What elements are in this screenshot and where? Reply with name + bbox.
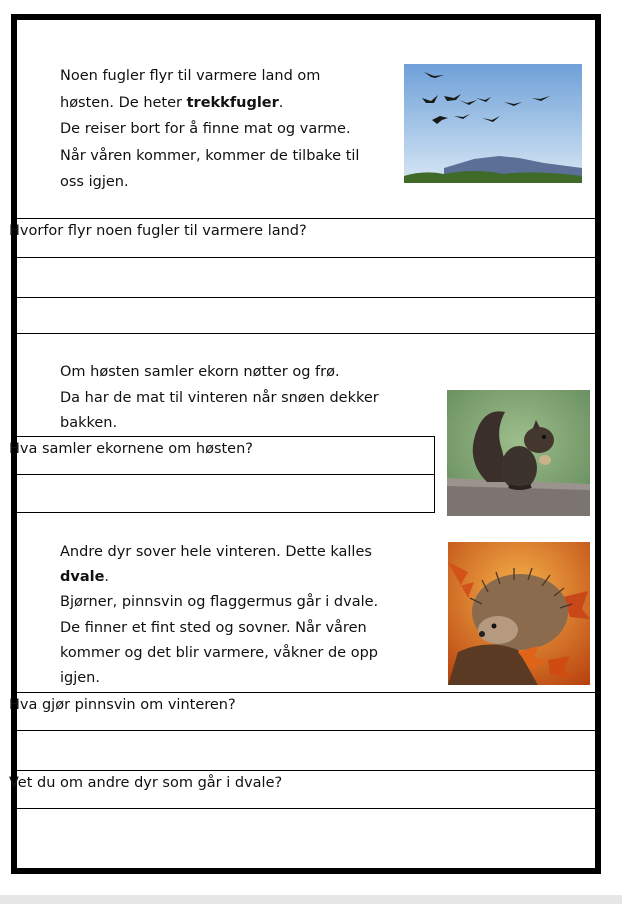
text-line: De finner et fint sted og sovner. Når våren (60, 619, 367, 636)
text-line: høsten. De heter trekkfugler. (60, 94, 284, 111)
term-trekkfugler: trekkfugler (186, 94, 279, 111)
section-birds-text (60, 63, 359, 196)
answer-line[interactable] (11, 808, 601, 809)
text-line: Om høsten samler ekorn nøtter og frø. (60, 364, 340, 380)
rule (11, 770, 601, 771)
answer-line[interactable] (11, 474, 435, 475)
section-hibernation-text (60, 540, 378, 691)
answer-line[interactable] (11, 297, 601, 298)
answer-line[interactable] (11, 257, 601, 258)
question-hedgehog: Hva gjør pinnsvin om vinteren? (9, 697, 236, 713)
box-border (434, 436, 435, 513)
question-squirrel: Hva samler ekornene om høsten? (9, 441, 253, 457)
rule (11, 333, 601, 334)
rule (11, 218, 601, 219)
text-line: De reiser bort for å finne mat og varme. (60, 121, 351, 137)
text-line: Noen fugler flyr til varmere land om (60, 68, 321, 84)
page-bottom-gap (0, 895, 622, 904)
section-squirrel-text (60, 360, 379, 437)
text-line: oss igjen. (60, 174, 129, 190)
squirrel-photo (447, 390, 590, 516)
term-dvale: dvale (60, 569, 105, 586)
rule (11, 692, 601, 693)
flying-geese-photo (404, 64, 582, 183)
rule (11, 436, 435, 437)
rule (11, 512, 435, 513)
text-line: igjen. (60, 670, 100, 687)
text-line: Bjørner, pinnsvin og flaggermus går i dvale. (60, 594, 379, 611)
answer-line[interactable] (11, 730, 601, 731)
text-line: dvale. (60, 569, 110, 586)
text-line: kommer og det blir varmere, våkner de opp (60, 644, 378, 661)
hedgehog-autumn-photo (448, 542, 590, 685)
text-line: Da har de mat til vinteren når snøen dekker (60, 389, 379, 406)
text-line: Andre dyr sover hele vinteren. Dette kalles (60, 544, 372, 560)
question-birds: Hvorfor flyr noen fugler til varmere land? (9, 223, 307, 239)
text-line: Når våren kommer, kommer de tilbake til (60, 147, 360, 164)
text-line: bakken. (60, 415, 118, 431)
question-other-animals: Vet du om andre dyr som går i dvale? (9, 775, 283, 791)
